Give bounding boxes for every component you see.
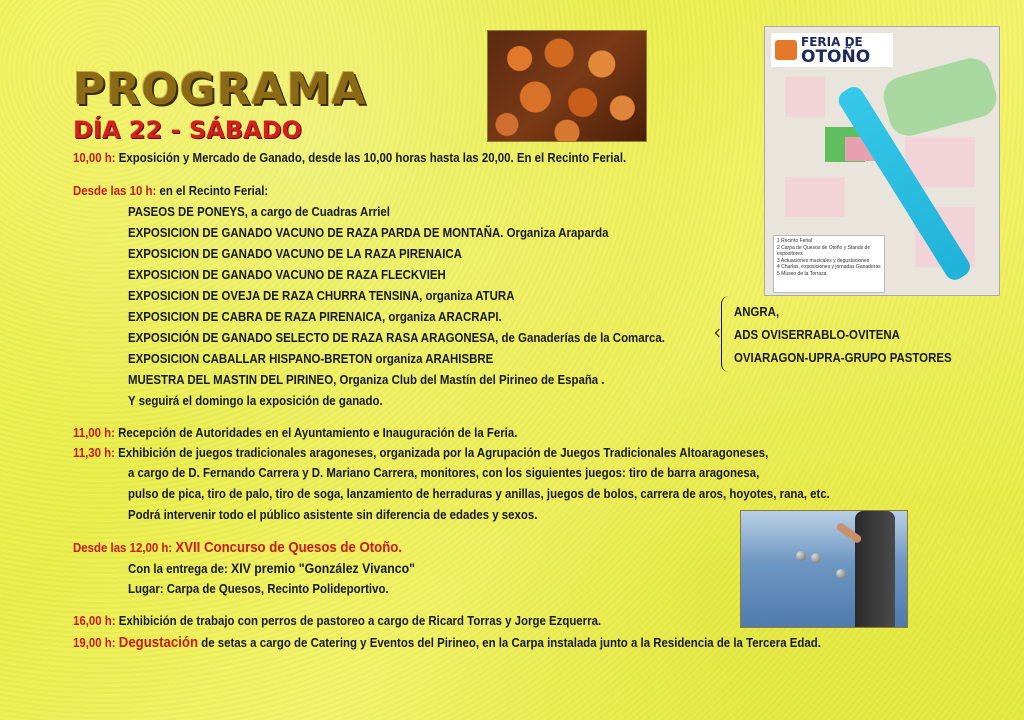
exhibition-item: EXPOSICIÓN DE GANADO SELECTO DE RAZA RASA ARAGONESA, de Ganaderías de la Comarca. (128, 330, 665, 345)
logo-line1: FERIA DE (801, 35, 863, 49)
exhibition-item: EXPOSICION DE OVEJA DE RAZA CHURRA TENSINA, organiza ATURA (128, 288, 515, 303)
schedule-time: 16,00 h: (73, 613, 116, 628)
schedule-text: Lugar: Carpa de Quesos, Recinto Polideportivo. (128, 581, 389, 596)
ball-icon (836, 569, 846, 579)
feria-logo (771, 33, 893, 67)
group-item: OVIARAGON-UPRA-GRUPO PASTORES (734, 350, 952, 365)
schedule-item (73, 425, 517, 440)
day-heading: DÍA 22 - SÁBADO (73, 116, 302, 144)
legend-item: 2 Carpa de Quesos de Otoño y Stands de expositores (777, 244, 871, 258)
schedule-item (73, 150, 626, 165)
schedule-text: pulso de pica, tiro de palo, tiro de soga, lanzamiento de herraduras y anillas, juegos de bolos, carrera de aros, hoyotes, rana, etc. (128, 486, 830, 501)
logo-line2: OTOÑO (801, 47, 871, 67)
fair-map (764, 26, 1000, 296)
tasting-title: Degustación (118, 634, 199, 651)
schedule-text: de setas a cargo de Catering y Eventos del Pirineo, en la Carpa instalada junto a la Residencia de la Tercera Edad. (201, 635, 821, 650)
schedule-text: en el Recinto Ferial: (159, 183, 269, 198)
schedule-time: 19,00 h: (73, 635, 116, 650)
legend-item: 3 Actuaciones musicales y degustaciones (777, 257, 870, 264)
schedule-time: 11,30 h: (73, 445, 115, 460)
brace (721, 296, 731, 372)
group-item: ADS OVISERRABLO-OVITENA (734, 327, 900, 342)
contest-title: XVII Concurso de Quesos de Otoño. (175, 539, 403, 556)
schedule-item (73, 445, 768, 460)
exhibition-item: EXPOSICION CABALLAR HISPANO-BRETON organiza ARAHISBRE (128, 351, 494, 366)
exhibition-item: EXPOSICION DE GANADO VACUNO DE RAZA FLECKVIEH (128, 267, 446, 282)
schedule-item (128, 560, 415, 576)
schedule-text: a cargo de D. Fernando Carrera y D. Mariano Carrera, monitores, con los siguientes juegos: tiro de barra aragonesa, (128, 465, 760, 480)
schedule-item (73, 613, 601, 628)
prize-name: XIV premio "González Vivanco" (231, 560, 415, 576)
petanque-photo (740, 510, 908, 628)
mushrooms-photo (487, 30, 647, 142)
player-figure (855, 511, 895, 628)
logo-mark-icon (775, 40, 797, 60)
schedule-time: Desde las 10 h: (73, 183, 157, 198)
schedule-time: 10,00 h: (73, 150, 116, 165)
schedule-text: Podrá intervenir todo el público asistente sin diferencia de edades y sexos. (128, 507, 538, 522)
prize-label: Con la entrega de: (128, 561, 228, 576)
ball-icon (811, 553, 821, 563)
schedule-item (73, 634, 821, 651)
exhibition-item: PASEOS DE PONEYS, a cargo de Cuadras Arriel (128, 204, 390, 219)
schedule-text: Exhibición de juegos tradicionales aragoneses, organizada por la Agrupación de Juegos Tradicionales Altoaragoneses, (118, 445, 769, 460)
map-legend (773, 235, 885, 293)
legend-item: 5 Museo de la Torraza (777, 270, 827, 277)
schedule-time: Desde las 12,00 h: (73, 540, 173, 555)
exhibition-item: EXPOSICION DE GANADO VACUNO DE RAZA PARDA DE MONTAÑA. Organiza Araparda (128, 225, 609, 240)
exhibition-item: Y seguirá el domingo la exposición de ganado. (128, 393, 383, 408)
schedule-text: Exposición y Mercado de Ganado, desde las 10,00 horas hasta las 20,00. En el Recinto Ferial. (118, 150, 627, 165)
exhibition-item: MUESTRA DEL MASTIN DEL PIRINEO, Organiza Club del Mastín del Pirineo de España . (128, 372, 605, 387)
schedule-text: Recepción de Autoridades en el Ayuntamiento e Inauguración de la Feria. (118, 425, 518, 440)
legend-item: 4 Charlas, exposiciones y jornadas Ganaderas (777, 264, 881, 271)
schedule-time: 11,00 h: (73, 425, 115, 440)
exhibition-item: EXPOSICION DE CABRA DE RAZA PIRENAICA, organiza ARACRAPI. (128, 309, 502, 324)
schedule-text: Exhibición de trabajo con perros de pastoreo a cargo de Ricard Torras y Jorge Ezquerra. (118, 613, 602, 628)
map-block (785, 77, 825, 117)
ball-icon (796, 551, 806, 561)
page-title: PROGRAMA (73, 64, 367, 115)
legend-item: 1 Recinto Ferial (777, 238, 813, 244)
map-park-area (879, 54, 1001, 140)
group-item: ANGRA, (734, 304, 780, 319)
exhibition-item: EXPOSICION DE GANADO VACUNO DE LA RAZA PIRENAICA (128, 246, 462, 261)
schedule-item (73, 539, 402, 556)
schedule-item (73, 183, 268, 198)
map-block (785, 177, 845, 217)
